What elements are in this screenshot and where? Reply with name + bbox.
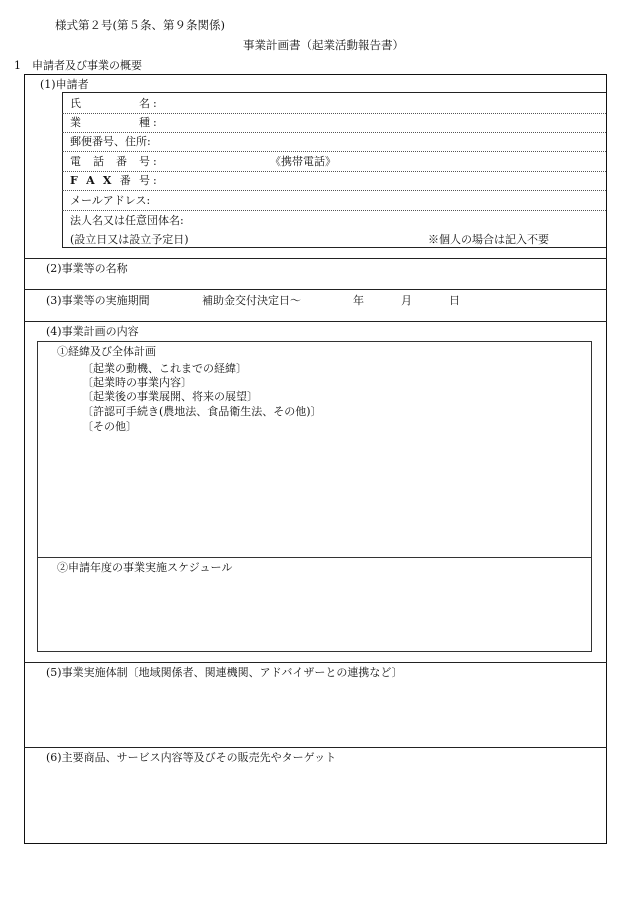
applicant-label: (1)申請者: [40, 78, 89, 91]
industry-row-divider: [62, 132, 606, 133]
applicant-left-border: [62, 92, 63, 247]
section-divider-3: [24, 289, 607, 290]
address-label: 郵便番号、住所:: [70, 135, 151, 148]
phone-colon: :: [153, 155, 157, 168]
period-start: 補助金交付決定日～: [202, 294, 301, 307]
period-month: 月: [401, 294, 412, 307]
mobile-phone-note: 《携帯電話》: [270, 155, 336, 168]
email-label: メールアドレス:: [70, 194, 151, 207]
phone-row-divider: [62, 171, 606, 172]
address-row-divider: [62, 151, 606, 152]
name-row-divider: [62, 113, 606, 114]
applicant-bottom-border: [62, 247, 606, 248]
background-plan-label: ①経緯及び全体計画: [57, 345, 156, 358]
establishment-date-label: (設立日又は設立予定日): [70, 233, 189, 246]
section-divider-5: [24, 662, 607, 663]
plan-prompt-motivation: 〔起業の動機、これまでの経緯〕: [82, 362, 247, 375]
industry-colon: :: [153, 116, 157, 129]
business-name-label: (2)事業等の名称: [46, 262, 128, 275]
fax-label: F A X 番 号: [70, 174, 150, 187]
name-label: 氏 名: [70, 97, 150, 110]
corporation-label: 法人名又は任意団体名:: [70, 214, 184, 227]
period-day: 日: [449, 294, 460, 307]
section-heading: 1 申請者及び事業の概要: [14, 59, 142, 72]
fax-colon: :: [153, 174, 157, 187]
products-label: (6)主要商品、サービス内容等及びその販売先やターゲット: [46, 751, 337, 764]
plan-prompt-other: 〔その他〕: [82, 420, 137, 433]
plan-prompt-permits: 〔許認可手続き(農地法、食品衛生法、その他)〕: [82, 405, 322, 418]
period-label: (3)事業等の実施期間: [46, 294, 150, 307]
section-divider-4: [24, 321, 607, 322]
industry-label: 業 種: [70, 116, 150, 129]
document-title: 事業計画書（起業活動報告書）: [243, 38, 404, 52]
section-divider-2: [24, 258, 607, 259]
applicant-top-border: [62, 92, 606, 93]
plan-prompt-outlook: 〔起業後の事業展開、将来の展望〕: [82, 390, 258, 403]
fax-row-divider: [62, 190, 606, 191]
plan-label: (4)事業計画の内容: [46, 325, 139, 338]
section-divider-6: [24, 747, 607, 748]
name-colon: :: [153, 97, 157, 110]
period-year: 年: [353, 294, 364, 307]
structure-label: (5)事業実施体制〔地域関係者、関連機関、アドバイザーとの連携など〕: [46, 666, 403, 679]
email-row-divider: [62, 210, 606, 211]
schedule-label: ②申請年度の事業実施スケジュール: [57, 561, 233, 574]
schedule-divider: [37, 557, 592, 558]
phone-label: 電 話 番 号: [70, 155, 150, 168]
form-number: 様式第２号(第５条、第９条関係): [55, 18, 225, 32]
individual-exemption-note: ※個人の場合は記入不要: [428, 233, 549, 246]
plan-prompt-startup: 〔起業時の事業内容〕: [82, 376, 192, 389]
